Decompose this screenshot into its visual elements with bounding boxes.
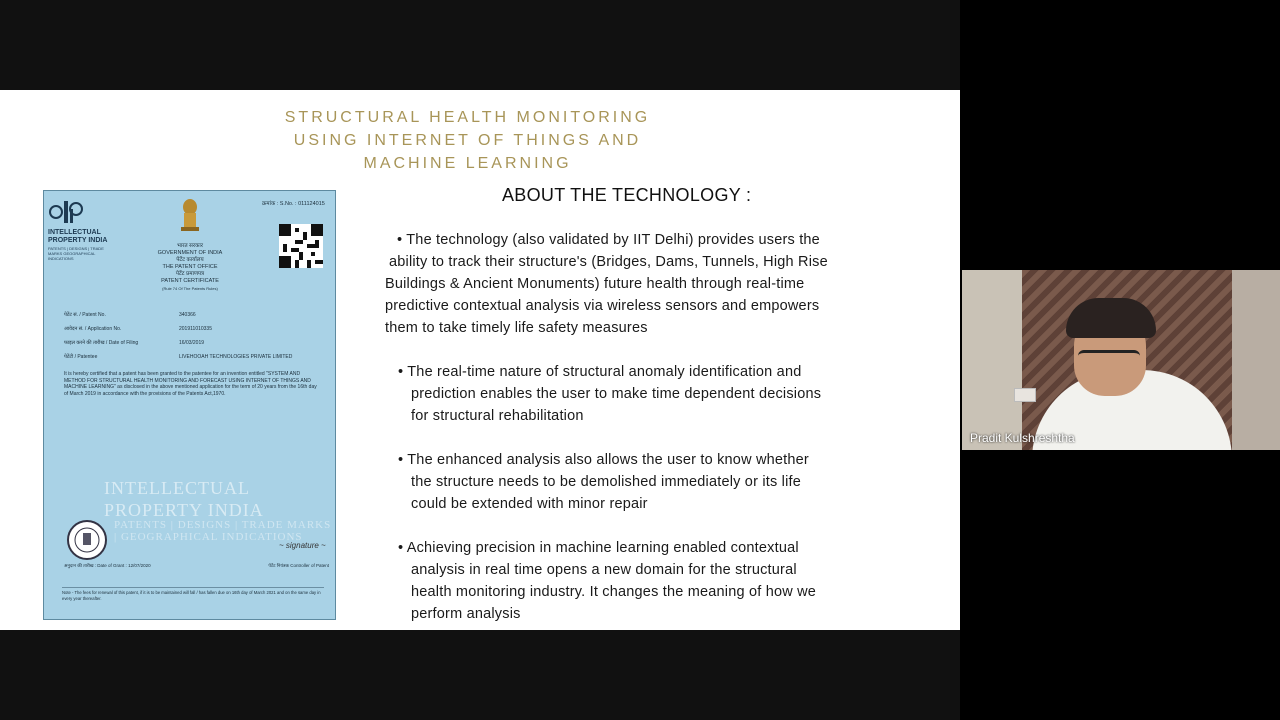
gov-line: THE PATENT OFFICE xyxy=(162,264,218,270)
field-value: LIVEHOOAH TECHNOLOGIES PRIVATE LIMITED xyxy=(179,354,293,360)
video-background xyxy=(1014,388,1036,402)
certificate-watermark xyxy=(104,477,264,521)
bullet-line: them to take timely life safety measures xyxy=(385,320,648,336)
bullet-line: prediction enables the user to make time dependent decisions xyxy=(411,386,822,402)
bullet-line: • The technology (also validated by IIT Delhi) provides users the xyxy=(397,232,820,248)
gov-line: PATENT CERTIFICATE xyxy=(161,278,219,284)
certificate-footnote: Note - The fees for renewal of this patent, if it is to be maintained will fall / has fallen due on 16th day of March 2021 and on the same day in every year thereafter. xyxy=(62,587,324,602)
gov-line: पेटेंट प्रमाणपत्र xyxy=(175,271,205,277)
bullet-line: ability to track their structure's (Bridges, Dams, Tunnels, High Rise xyxy=(389,254,828,270)
ip-logo-text xyxy=(48,229,107,245)
patent-certificate-image xyxy=(43,190,336,620)
certificate-field-labels xyxy=(64,308,138,364)
ip-logo-subtitle: PATENTS | DESIGNS | TRADE MARKS GEOGRAPHICAL INDICATIONS xyxy=(48,246,104,261)
gov-line: GOVERNMENT OF INDIA xyxy=(157,250,223,256)
ip-logo-line: PROPERTY INDIA xyxy=(48,237,108,244)
bullet-line: • The real-time nature of structural anomaly identification and xyxy=(398,364,802,380)
about-heading: ABOUT THE TECHNOLOGY : xyxy=(502,185,752,205)
ip-logo-line: INTELLECTUAL xyxy=(48,229,101,236)
controller-signature: ~ signature ~ xyxy=(279,541,326,550)
certificate-footer xyxy=(64,563,329,569)
bullet-line: the structure needs to be demolished immediately or its life xyxy=(411,474,801,490)
grant-date-label: अनुदान की तारीख : Date of Grant : xyxy=(64,563,127,568)
bullet-line: predictive contextual analysis via wireless sensors and empowers xyxy=(385,298,820,314)
field-value: 201911010335 xyxy=(179,326,212,332)
bullet-line: perform analysis xyxy=(411,606,521,622)
serial-number xyxy=(262,201,325,208)
slide-title-line: STRUCTURAL HEALTH MONITORING xyxy=(284,109,651,126)
field-value: 16/03/2019 xyxy=(179,340,205,346)
patent-office-seal-icon xyxy=(66,519,108,561)
certificate-watermark-subtitle: PATENTS | DESIGNS | TRADE MARKS | GEOGRAPHICAL INDICATIONS xyxy=(114,519,332,543)
slide-title xyxy=(250,106,685,175)
participant-name: Pradit Kulshreshtha xyxy=(970,431,1075,445)
presentation-slide xyxy=(0,90,960,630)
field-label: फाइल करने की तारीख / Date of Filing xyxy=(64,340,139,346)
government-header xyxy=(134,243,246,292)
field-value: 340366 xyxy=(179,312,196,318)
bullet-line: for structural rehabilitation xyxy=(411,408,584,424)
participant-figure xyxy=(1078,350,1140,365)
watermark-line: INTELLECTUAL xyxy=(104,478,250,498)
field-label: पेटेंट सं. / Patent No. xyxy=(64,312,106,318)
bullet-line: Buildings & Ancient Monuments) future health through real-time xyxy=(385,276,805,292)
slide-title-line: USING INTERNET OF THINGS AND xyxy=(293,132,642,149)
bullet-item xyxy=(398,537,888,625)
slide-title-line: MACHINE LEARNING xyxy=(363,155,572,172)
bullet-item xyxy=(385,229,890,339)
certificate-field-values xyxy=(179,308,292,364)
bullet-line: health monitoring industry. It changes the meaning of how we xyxy=(411,584,817,600)
participant-figure xyxy=(1066,298,1156,338)
controller-label: पेटेंट नियंत्रक Controller of Patent xyxy=(268,563,329,568)
bullet-item xyxy=(398,449,888,515)
gov-line: पेटेंट कार्यालय xyxy=(176,257,204,263)
video-background xyxy=(1232,270,1280,450)
serial-label: क्रमांक : S.No. : xyxy=(262,201,297,207)
qr-code-icon xyxy=(279,224,323,268)
bullet-line: • The enhanced analysis also allows the user to know whether xyxy=(398,452,809,468)
serial-value: 011124015 xyxy=(298,201,325,207)
field-label: आवेदन सं. / Application No. xyxy=(64,326,122,332)
participant-video-tile[interactable] xyxy=(962,270,1280,450)
watermark-line: PROPERTY INDIA xyxy=(104,500,264,520)
bullet-line: • Achieving precision in machine learning enabled contextual xyxy=(398,540,799,556)
gov-line: (Rule 74 Of The Patents Rules) xyxy=(162,286,218,291)
field-label: पेटेंटी / Patentee xyxy=(64,354,98,360)
bullet-item xyxy=(398,361,888,427)
ip-india-logo-icon xyxy=(48,197,84,227)
bullet-line: could be extended with minor repair xyxy=(411,496,648,512)
bullet-line: analysis in real time opens a new domain for the structural xyxy=(411,562,797,578)
video-background xyxy=(962,270,1022,450)
grant-date-value: 12/07/2020 xyxy=(128,563,151,568)
gov-line: भारत सरकार xyxy=(176,243,204,249)
national-emblem-icon xyxy=(178,197,202,237)
certificate-paragraph: It is hereby certified that a patent has been granted to the patentee for an invention entitled "SYSTEM AND METHOD FOR STRUCTURAL HEALTH MONITORING AND FORECAST USING INTERNET OF THINGS AND MACHINE LEARNING" as disclosed in the above mentioned application for the term of 20 years from the 16th day of March 2019 in accordance with the provisions of the Patents Act,1970. xyxy=(64,371,317,397)
